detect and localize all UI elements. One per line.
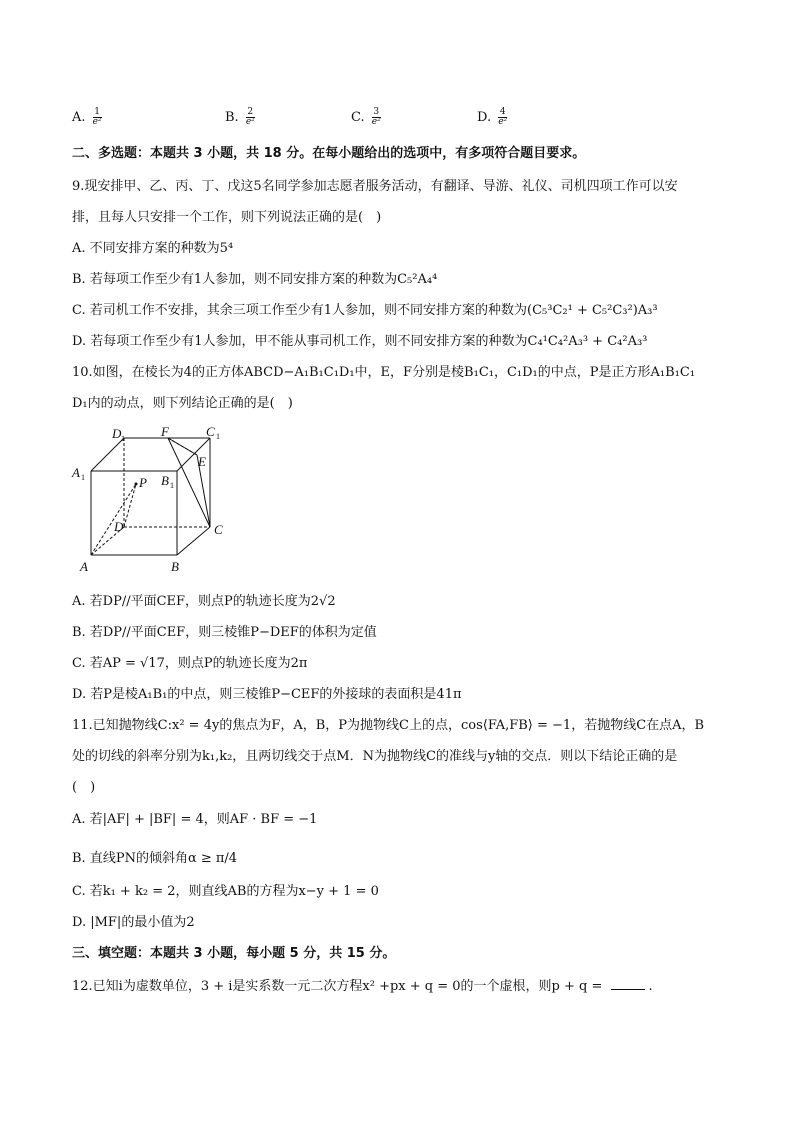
segment-dp-hidden bbox=[124, 484, 136, 527]
label-c: C bbox=[214, 522, 223, 537]
label-b: B bbox=[171, 559, 179, 574]
denominator: e² bbox=[245, 117, 255, 127]
numerator: 3 bbox=[373, 107, 380, 117]
denominator: e² bbox=[498, 117, 508, 127]
fraction bbox=[372, 108, 381, 127]
label-b1: B bbox=[161, 473, 169, 488]
option-label: B. bbox=[225, 110, 239, 125]
q12-stem bbox=[72, 977, 653, 996]
label-d: D bbox=[114, 519, 124, 534]
q10-stem-line-1: 10.如图，在棱长为4的正方体ABCD−A₁B₁C₁D₁中，E，F分别是棱B₁C₁，C₁D₁的中点，P是正方形A₁B₁C₁ bbox=[72, 365, 696, 380]
q8-option-d bbox=[477, 108, 507, 127]
point-p bbox=[135, 483, 138, 486]
q10-stem-line-2: D₁内的动点，则下列结论正确的是( ) bbox=[72, 396, 293, 411]
q9-option-c: C. 若司机工作不安排，其余三项工作至少有1人参加，则不同安排方案的种数为(C₅³C₂¹ + C₅²C₃²)A₃³ bbox=[72, 303, 658, 318]
label-a1: A bbox=[72, 465, 80, 480]
denominator: e² bbox=[371, 117, 381, 127]
label-c1-subscript: 1 bbox=[216, 432, 220, 441]
q11-stem-line-1: 11.已知抛物线C:x² = 4y的焦点为F，A，B，P为抛物线C上的点，cos⟨FA,FB⟩ = −1，若抛物线C在点A，B bbox=[72, 718, 705, 733]
label-d1-subscript: 1 bbox=[121, 434, 125, 443]
fraction bbox=[93, 108, 102, 127]
edge-bc bbox=[177, 527, 210, 555]
q9-option-a: A. 不同安排方案的种数为5⁴ bbox=[72, 241, 234, 256]
label-p: P bbox=[139, 475, 147, 490]
q11-option-c: C. 若k₁ + k₂ = 2，则直线AB的方程为x−y + 1 = 0 bbox=[72, 884, 379, 899]
q11-stem-line-3: ( ) bbox=[72, 780, 96, 795]
q10-option-b: B. 若DP//平面CEF，则三棱锥P−DEF的体积为定值 bbox=[72, 625, 377, 640]
numerator: 4 bbox=[499, 107, 506, 117]
q9-option-b: B. 若每项工作至少有1人参加，则不同安排方案的种数为C₅²A₄⁴ bbox=[72, 272, 438, 287]
fraction bbox=[498, 108, 507, 127]
fraction bbox=[246, 108, 255, 127]
label-f: F bbox=[161, 424, 169, 439]
q9-option-d: D. 若每项工作至少有1人参加，甲不能从事司机工作，则不同安排方案的种数为C₄¹C₄²A₃³ + C₄²A₃³ bbox=[72, 334, 648, 349]
answer-blank[interactable] bbox=[611, 977, 645, 990]
q10-option-a: A. 若DP//平面CEF，则点P的轨迹长度为2√2 bbox=[72, 594, 336, 609]
section-3-heading: 三、填空题：本题共 3 小题，每小题 5 分，共 15 分。 bbox=[72, 946, 396, 961]
label-c1: C bbox=[206, 424, 215, 439]
numerator: 1 bbox=[94, 107, 100, 117]
label-e: E bbox=[198, 454, 206, 469]
q12-end: . bbox=[648, 979, 653, 994]
q11-option-d: D. |MF|的最小值为2 bbox=[72, 915, 195, 930]
q11-stem-line-2: 处的切线的斜率分别为k₁,k₂，且两切线交于点M．N为抛物线C的准线与y轴的交点．则以下结论正确的是 bbox=[72, 749, 678, 764]
option-label: D. bbox=[477, 110, 492, 125]
q8-option-c bbox=[351, 108, 381, 127]
label-d1: D bbox=[112, 426, 122, 441]
q11-option-b: B. 直线PN的倾斜角α ≥ π/4 bbox=[72, 851, 238, 866]
q9-stem-line-1: 9.现安排甲、乙、丙、丁、戊这5名同学参加志愿者服务活动，有翻译、导游、礼仪、司机四项工作可以安 bbox=[72, 179, 678, 194]
q9-stem-line-2: 排，且每人只安排一个工作，则下列说法正确的是( ) bbox=[72, 210, 382, 225]
q8-option-a bbox=[72, 108, 102, 127]
option-label: A. bbox=[72, 110, 86, 125]
q10-option-d: D. 若P是棱A₁B₁的中点，则三棱锥P−CEF的外接球的表面积是41π bbox=[72, 687, 462, 702]
q10-option-c: C. 若AP = √17，则点P的轨迹长度为2π bbox=[72, 656, 308, 671]
cube-figure bbox=[70, 424, 240, 576]
section-2-heading: 二、多选题：本题共 3 小题，共 18 分。在每小题给出的选项中，有多项符合题目要求。 bbox=[72, 146, 586, 161]
label-a1-subscript: 1 bbox=[81, 473, 85, 482]
denominator: e² bbox=[92, 117, 102, 127]
q12-text: 12.已知i为虚数单位，3 + i是实系数一元二次方程x² +px + q = 0的一个虚根，则p + q = bbox=[72, 979, 607, 994]
q11-option-a: A. 若|AF| + |BF| = 4，则AF · BF = −1 bbox=[72, 812, 318, 827]
edge-a1d1 bbox=[91, 438, 124, 471]
label-a: A bbox=[80, 559, 88, 574]
option-label: C. bbox=[351, 110, 365, 125]
q8-option-b bbox=[225, 108, 255, 127]
label-b1-subscript: 1 bbox=[170, 481, 174, 490]
numerator: 2 bbox=[247, 107, 254, 117]
segment-cf bbox=[168, 438, 210, 527]
